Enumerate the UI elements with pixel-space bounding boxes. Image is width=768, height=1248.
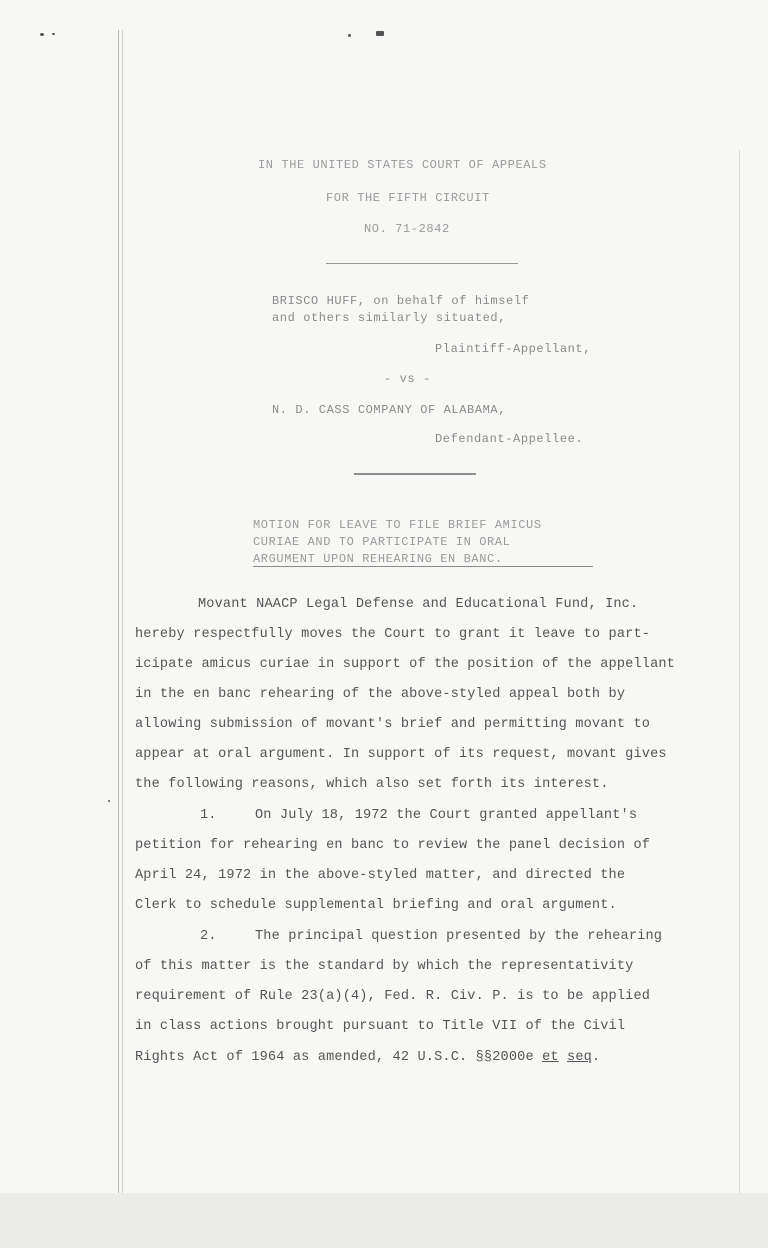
citation-space: [559, 1050, 567, 1065]
body-line: requirement of Rule 23(a)(4), Fed. R. Civ. P. is to be applied: [135, 989, 651, 1004]
caption-divider-dark: [354, 473, 476, 475]
left-margin-rule: [118, 30, 119, 1208]
scan-speck: [348, 34, 351, 37]
paragraph-number: 1.: [200, 808, 217, 823]
court-name: IN THE UNITED STATES COURT OF APPEALS: [258, 158, 547, 172]
scan-speck: [52, 33, 55, 35]
defendant-name: N. D. CASS COMPANY OF ALABAMA,: [272, 403, 507, 417]
body-line: allowing submission of movant's brief and permitting movant to: [135, 717, 651, 732]
left-margin-rule-inner: [122, 30, 123, 1208]
citation-et: et: [542, 1050, 559, 1065]
body-line: in the en banc rehearing of the above-styled appeal both by: [135, 687, 626, 702]
circuit-name: FOR THE FIFTH CIRCUIT: [326, 191, 490, 205]
citation-text: Rights Act of 1964 as amended, 42 U.S.C. §§2000e: [135, 1050, 543, 1065]
citation-end: .: [591, 1050, 601, 1065]
defendant-role: Defendant-Appellee.: [435, 432, 584, 446]
scan-speck: [376, 31, 384, 36]
plaintiff-description: and others similarly situated,: [272, 311, 507, 325]
body-line: of this matter is the standard by which the representativity: [135, 959, 634, 974]
body-line: On July 18, 1972 the Court granted appellant's: [255, 808, 638, 823]
scan-bottom-band: [0, 1193, 768, 1248]
body-line: The principal question presented by the rehearing: [255, 929, 663, 944]
scan-speck: [108, 800, 110, 802]
body-line-last: [135, 1050, 735, 1065]
plaintiff-name: BRISCO HUFF, on behalf of himself: [272, 294, 530, 308]
body-line: Clerk to schedule supplemental briefing and oral argument.: [135, 898, 617, 913]
body-line: petition for rehearing en banc to review the panel decision of: [135, 838, 651, 853]
body-line: appear at oral argument. In support of its request, movant gives: [135, 747, 667, 762]
body-line: icipate amicus curiae in support of the position of the appellant: [135, 657, 675, 672]
paragraph-number: 2.: [200, 929, 217, 944]
scan-speck: [40, 33, 44, 36]
citation-seq: seq: [567, 1050, 592, 1065]
body-line: Movant NAACP Legal Defense and Educational Fund, Inc.: [198, 597, 639, 612]
motion-title-line2: CURIAE AND TO PARTICIPATE IN ORAL: [253, 535, 511, 549]
case-number: NO. 71-2842: [364, 222, 450, 236]
motion-title-line1: MOTION FOR LEAVE TO FILE BRIEF AMICUS: [253, 518, 542, 532]
motion-title-underline: [253, 566, 593, 567]
body-line: in class actions brought pursuant to Title VII of the Civil: [135, 1019, 626, 1034]
right-page-edge: [739, 150, 740, 1208]
plaintiff-role: Plaintiff-Appellant,: [435, 342, 592, 356]
body-line: the following reasons, which also set forth its interest.: [135, 777, 609, 792]
motion-title-line3: ARGUMENT UPON REHEARING EN BANC.: [253, 552, 503, 566]
versus: - vs -: [384, 372, 431, 386]
body-line: April 24, 1972 in the above-styled matter, and directed the: [135, 868, 626, 883]
caption-divider: [326, 263, 518, 264]
body-line: hereby respectfully moves the Court to grant it leave to part-: [135, 627, 651, 642]
